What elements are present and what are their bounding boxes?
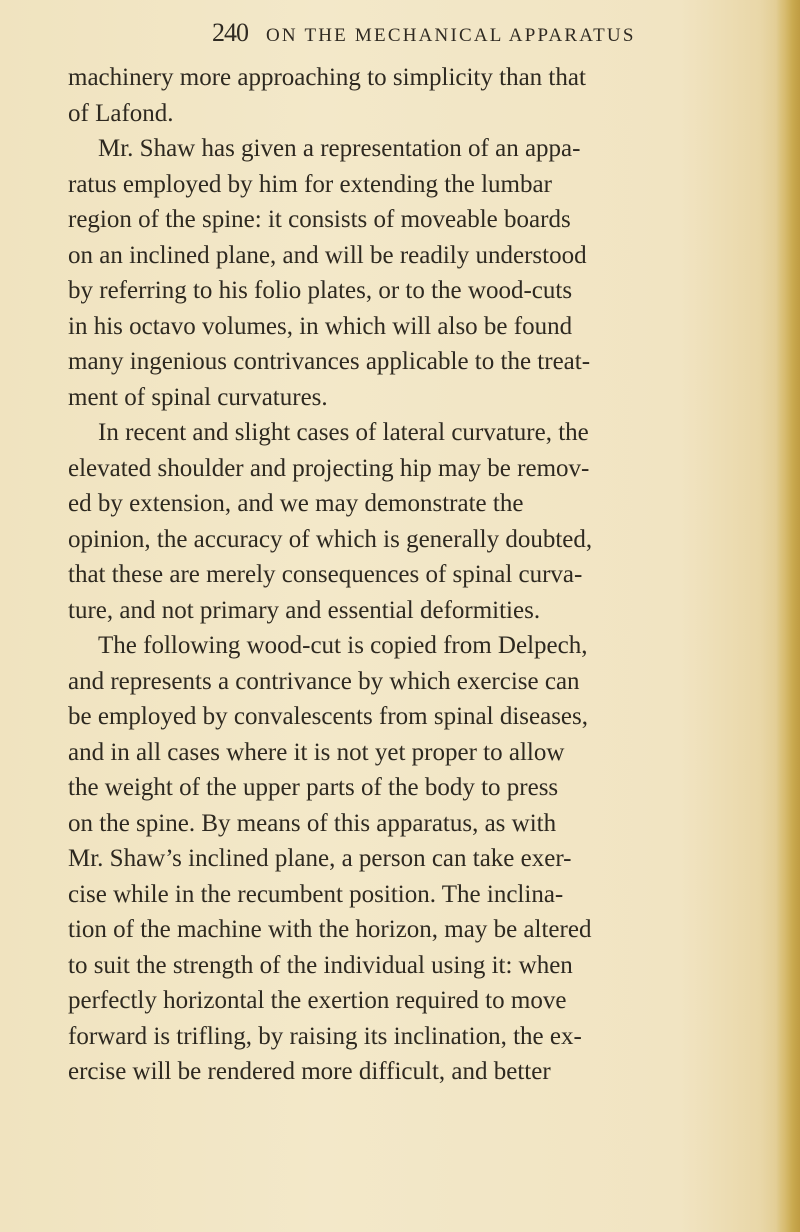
running-head: ON THE MECHANICAL APPARATUS [266,25,636,46]
text-line: and represents a contrivance by which exercise can [68,667,580,695]
page-number: 240 [212,18,248,47]
text-line: to suit the strength of the individual using it: when [68,951,573,979]
text-line: perfectly horizontal the exertion required to move [68,987,567,1014]
text-line: the weight of the upper parts of the body to press [68,774,559,801]
paragraph-start-line: In recent and slight cases of lateral curvature, the [98,419,589,446]
text-line: elevated shoulder and projecting hip may be remov- [68,454,590,482]
text-line: that these are merely consequences of spinal curva- [68,561,583,588]
text-line: ed by extension, and we may demonstrate the [68,490,524,517]
text-line: cise while in the recumbent position. The inclina- [68,880,564,908]
text-line: ratus employed by him for extending the lumbar [68,170,552,198]
paragraph-start-line: Mr. Shaw has given a representation of an appa- [98,135,581,162]
body-text [68,60,780,1090]
text-line: machinery more approaching to simplicity than that [68,64,586,91]
text-line: forward is trifling, by raising its inclination, the ex- [68,1022,582,1050]
text-line: ercise will be rendered more difficult, and better [68,1058,551,1085]
page-header [212,18,636,48]
text-line: opinion, the accuracy of which is generally doubted, [68,525,593,553]
text-line: tion of the machine with the horizon, may be altered [68,916,592,943]
text-line: many ingenious contrivances applicable to the treat- [68,348,591,375]
text-line: in his octavo volumes, in which will also be found [68,312,573,340]
text-line: on an inclined plane, and will be readily understood [68,241,587,269]
text-line: ture, and not primary and essential deformities. [68,596,541,624]
text-line: and in all cases where it is not yet proper to allow [68,738,565,766]
text-line: be employed by convalescents from spinal diseases, [68,703,588,730]
text-line: of Lafond. [68,99,174,127]
text-line: Mr. Shaw’s inclined plane, a person can take exer- [68,845,572,872]
paragraph-start-line: The following wood-cut is copied from Delpech, [98,632,588,659]
text-line: by referring to his folio plates, or to the wood-cuts [68,277,573,304]
text-line: on the spine. By means of this apparatus, as with [68,809,557,837]
text-line: ment of spinal curvatures. [68,383,328,411]
text-line: region of the spine: it consists of moveable boards [68,206,571,233]
